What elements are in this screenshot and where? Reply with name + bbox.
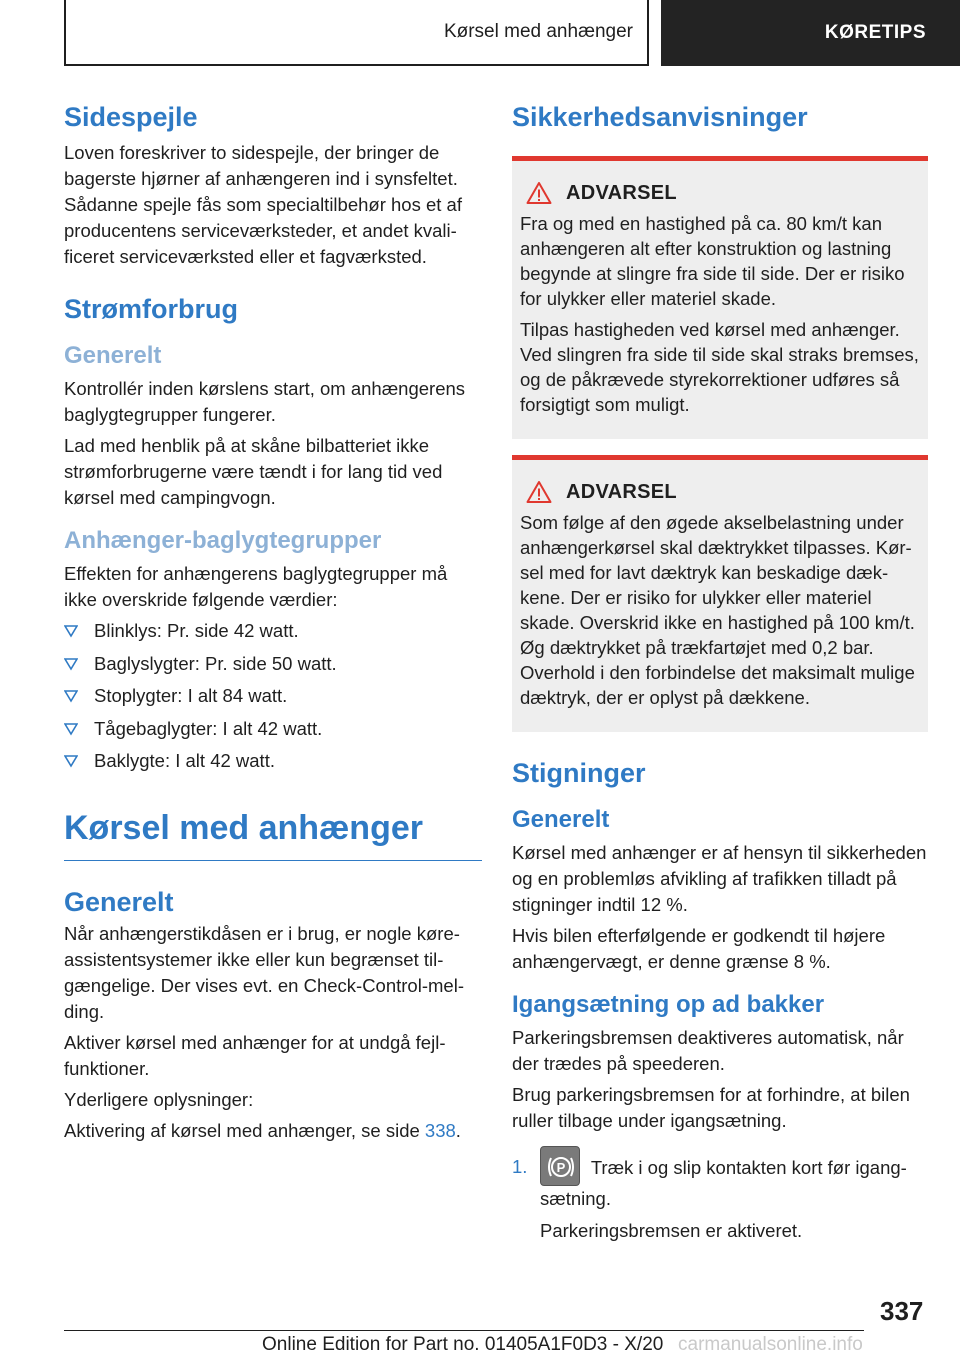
list-item-text: Baklygte: I alt 42 watt.	[94, 750, 275, 771]
list-item	[64, 618, 482, 644]
right-column	[512, 100, 928, 1249]
header-section-label: Kørsel med anhænger	[443, 21, 633, 42]
warning-box-2	[512, 455, 928, 732]
triangle-down-icon	[64, 657, 78, 671]
footer-watermark: carmanualsonline.info	[678, 1334, 863, 1355]
step-text-line	[540, 1146, 928, 1212]
paragraph-igangsaetning-a: Parkeringsbremsen deaktiveres automatisk, når der trædes på speederen.	[512, 1027, 904, 1074]
header-chapter-label: KØRETIPS	[824, 22, 926, 43]
warning-2-text: Som følge af den øgede akselbelastning under anhængerkørsel skal dæktrykket tilpasses. Kørsel med for lavt dæktryk kan beskadige dækkene. Der er risiko for ulykker eller materiel skade. Overskrid ikke en hastighed på 100 km/t. Øg dæktrykket på trækfartøjet med 0,2 bar. Overhold i den forbindelse det maksimalt mulige dæktryk, der er oplyst på dækkene.	[520, 512, 915, 708]
paragraph-generelt-2a: Når anhængerstikdåsen er i brug, er nogle køreassistentsystemer ikke eller kun begrænset tilgængelige. Der vises evt. en Check-Control-melding.	[64, 923, 464, 1022]
warning-header	[520, 181, 920, 205]
step-text: Træk i og slip kontakten kort før igangsætning.	[540, 1157, 907, 1209]
list-item	[64, 651, 482, 677]
heading-generelt-3: Generelt	[512, 806, 610, 833]
heading-baglygtegrupper: Anhænger-baglygtegrupper	[64, 527, 382, 554]
paragraph-generelt-3b: Hvis bilen efterfølgende er godkendt til højere anhængervægt, er denne grænse 8 %.	[512, 925, 886, 972]
heading-generelt-1: Generelt	[64, 342, 162, 369]
triangle-down-icon	[64, 689, 78, 703]
warning-label: ADVARSEL	[566, 181, 677, 204]
list-item	[64, 683, 482, 709]
page-link-338[interactable]: 338	[424, 1120, 456, 1141]
heading-koersel-med-anhaenger: Kørsel med anhænger	[64, 806, 482, 861]
parking-brake-icon	[540, 1146, 580, 1186]
list-item-text: Stoplygter: I alt 84 watt.	[94, 685, 288, 706]
list-item	[64, 748, 482, 774]
list-item-text: Baglyslygter: Pr. side 50 watt.	[94, 652, 337, 674]
heading-stigninger: Stigninger	[512, 758, 646, 788]
bullet-list-watt	[64, 618, 482, 774]
footer-edition: Online Edition for Part no. 01405A1F0D3 - X/20	[262, 1334, 664, 1355]
svg-text:P: P	[556, 1160, 566, 1175]
link-suffix-text: .	[455, 1120, 461, 1141]
triangle-down-icon	[64, 722, 78, 736]
paragraph-generelt-1b: Lad med henblik på at skåne bilbatteriet ikke strømforbrugerne være tændt i for lang tid ved kørsel med campingvogn.	[64, 435, 443, 508]
paragraph-baglygtegrupper: Effekten for anhængerens baglygtegrupper må ikke overskride følgende værdier:	[64, 563, 448, 610]
heading-igangsaetning: Igangsætning op ad bakker	[512, 991, 825, 1018]
warning-triangle-icon	[526, 181, 552, 205]
header-section-title	[64, 0, 649, 66]
paragraph-sidespejle: Loven foreskriver to sidespejle, der bringer de bagerste hjørner af anhængeren ind i synsfeltet. Sådanne spejle fås som specialtilbehør hos et af producentens serviceværksteder, et andet kvalificeret serviceværksted eller et fagværksted.	[64, 142, 462, 267]
warning-1-text-a: Fra og med en hastighed på ca. 80 km/t kan anhængeren alt efter konstruktion og lastning begynde at slingre fra side til side. Der er risiko for ulykker eller materiel skade.	[520, 213, 905, 309]
left-column	[64, 100, 482, 1149]
triangle-down-icon	[64, 624, 78, 638]
triangle-down-icon	[64, 754, 78, 768]
warning-label: ADVARSEL	[566, 480, 677, 503]
step-body	[540, 1146, 928, 1249]
heading-sidespejle: Sidespejle	[64, 102, 198, 132]
heading-stroemforbrug: Strømforbrug	[64, 294, 238, 324]
paragraph-generelt-2b: Aktiver kørsel med anhænger for at undgå fejlfunktioner.	[64, 1032, 446, 1079]
step-number: 1.	[512, 1156, 528, 1177]
warning-box-1	[512, 156, 928, 439]
footer-divider	[64, 1330, 864, 1331]
paragraph-generelt-1a: Kontrollér inden kørslens start, om anhængerens baglygtegrupper fungerer.	[64, 378, 466, 425]
heading-generelt-2: Generelt	[64, 887, 174, 917]
paragraph-generelt-2c: Yderligere oplysninger:	[64, 1089, 254, 1110]
warning-header	[520, 480, 920, 504]
paragraph-generelt-2d	[64, 1118, 482, 1144]
paragraph-igangsaetning-b: Brug parkeringsbremsen for at forhindre, at bilen ruller tilbage under igangsætning.	[512, 1084, 910, 1131]
list-item-text: Blinklys: Pr. side 42 watt.	[94, 620, 299, 641]
header-chapter-tab	[661, 0, 960, 66]
warning-1-text-b: Tilpas hastigheden ved kørsel med anhænger. Ved slingren fra side til side skal straks bremses, og de påkrævede styrekorrektioner udføres så forsigtigt som muligt.	[520, 319, 919, 415]
heading-sikkerhedsanvisninger: Sikkerhedsanvisninger	[512, 102, 808, 132]
step-1	[512, 1146, 928, 1249]
link-prefix-text: Aktivering af kørsel med anhænger, se side	[64, 1120, 425, 1141]
warning-triangle-icon	[526, 480, 552, 504]
paragraph-generelt-3a: Kørsel med anhænger er af hensyn til sikkerheden og en problemløs afvikling af trafikken tilladt på stigninger indtil 12 %.	[512, 842, 927, 915]
page-number: 337	[880, 1296, 924, 1326]
list-item-text: Tågebaglygter: I alt 42 watt.	[94, 717, 323, 739]
list-item	[64, 716, 482, 742]
step-result: Parkeringsbremsen er aktiveret.	[540, 1220, 803, 1241]
